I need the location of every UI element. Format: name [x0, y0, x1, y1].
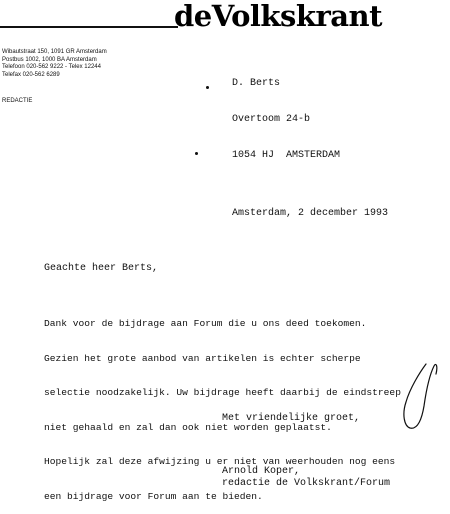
date-line: Amsterdam, 2 december 1993	[232, 208, 389, 219]
signatory-name: Arnold Koper,	[222, 466, 301, 477]
sender-address-block	[2, 49, 107, 79]
body-line: Hopelijk zal deze afwijzing u er niet van weerhouden nog eens	[44, 456, 396, 467]
masthead-rule	[0, 26, 178, 28]
fold-mark	[206, 86, 209, 89]
sender-address-line: Telefax 020-562 6289	[2, 71, 60, 78]
recipient-address-block	[232, 54, 340, 174]
department-label: REDACTIE	[2, 98, 33, 104]
body-line: niet gehaald en zal dan ook niet worden geplaatst.	[44, 421, 332, 433]
handwritten-signature	[396, 362, 440, 432]
salutation: Geachte heer Berts,	[44, 263, 159, 274]
sender-address-line: Telefoon 020-562 9222 - Telex 12244	[2, 64, 101, 71]
closing-line: Met vriendelijke groet,	[222, 413, 361, 424]
body-line: Gezien het grote aanbod van artikelen is echter scherpe	[44, 352, 361, 364]
punch-mark	[195, 152, 198, 155]
sender-address-line: Postbus 1002, 1000 BA Amsterdam	[2, 56, 97, 63]
body-line: een bijdrage voor Forum aan te bieden.	[44, 490, 263, 502]
signatory-title: redactie de Volkskrant/Forum	[222, 478, 391, 489]
newspaper-logo: deVolkskrant	[174, 0, 382, 33]
body-line: Dank voor de bijdrage aan Forum die u ons deed toekomen.	[44, 318, 367, 329]
recipient-line: D. Berts	[232, 78, 281, 89]
recipient-line: 1054 HJ AMSTERDAM	[232, 150, 341, 161]
body-line: selectie noodzakelijk. Uw bijdrage heeft daarbij de eindstreep	[44, 387, 401, 398]
recipient-line: Overtoom 24-b	[232, 114, 311, 125]
sender-address-line: Wibautstraat 150, 1091 GR Amsterdam	[2, 49, 107, 55]
